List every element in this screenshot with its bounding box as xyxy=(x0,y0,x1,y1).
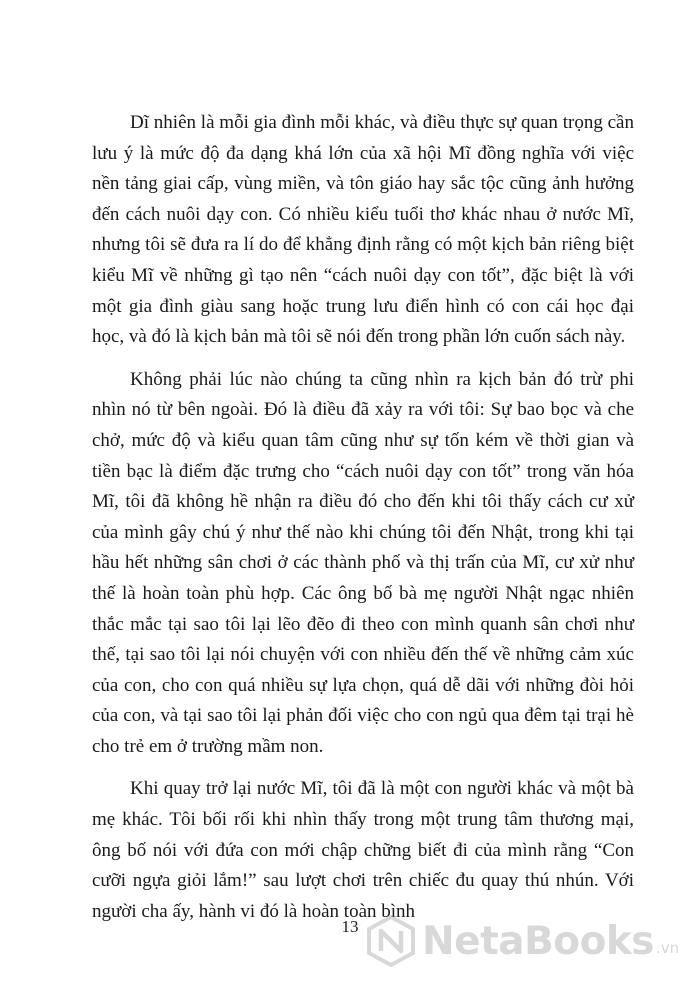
page-number: 13 xyxy=(341,917,359,936)
paragraph: Khi quay trở lại nước Mĩ, tôi đã là một con người khác và một bà mẹ khác. Tôi bối rối khi nhìn thấy trong một trung tâm thương mại, ông bố nói với đứa con mới chập chững biết đi của mình rằng “Con cưỡi ngựa giỏi lắm!” sau lượt chơi trên chiếc đu quay thú nhún. Với người cha ấy, hành vi đó là hoàn toàn bình xyxy=(92,778,634,922)
watermark-brand: NetaBooks xyxy=(422,918,655,964)
body-text xyxy=(92,108,634,939)
watermark-tld: .vn xyxy=(656,939,680,957)
netabooks-logo-icon xyxy=(366,915,416,967)
paragraph: Không phải lúc nào chúng ta cũng nhìn ra kịch bản đó trừ phi nhìn nó từ bên ngoài. Đó là điều đã xảy ra với tôi: Sự bao bọc và che chở, mức độ và kiểu quan tâm cũng như sự tốn kém về thời gian và tiền bạc là điểm đặc trưng cho “cách nuôi dạy con tốt” trong văn hóa Mĩ, tôi đã không hề nhận ra điều đó cho đến khi tôi thấy cách cư xử của mình gây chú ý như thế nào khi chúng tôi đến Nhật, trong khi tại hầu hết những sân chơi ở các thành phố và thị trấn của Mĩ, cư xử như thế là hoàn toàn phù hợp. Các ông bố bà mẹ người Nhật ngạc nhiên thắc mắc tại sao tôi lại lẽo đẽo đi theo con mình quanh sân chơi như thế, tại sao tôi lại nói chuyện với con nhiều đến thế về những cảm xúc của con, cho con quá nhiều sự lựa chọn, quá dễ dãi với những đòi hỏi của con, và tại sao tôi lại phản đối việc cho con ngủ qua đêm tại trại hè cho trẻ em ở trường mầm non. xyxy=(92,368,634,757)
netabooks-watermark xyxy=(366,912,679,970)
paragraph: Dĩ nhiên là mỗi gia đình mỗi khác, và điều thực sự quan trọng cần lưu ý là mức độ đa dạng khá lớn của xã hội Mĩ đồng nghĩa với việc nền tảng giai cấp, vùng miền, và tôn giáo hay sắc tộc cũng ảnh hưởng đến cách nuôi dạy con. Có nhiều kiểu tuổi thơ khác nhau ở nước Mĩ, nhưng tôi sẽ đưa ra lí do để khẳng định rằng có một kịch bản riêng biệt kiểu Mĩ về những gì tạo nên “cách nuôi dạy con tốt”, đặc biệt là với một gia đình giàu sang hoặc trung lưu điển hình có con cái học đại học, và đó là kịch bản mà tôi sẽ nói đến trong phần lớn cuốn sách này. xyxy=(92,112,634,348)
